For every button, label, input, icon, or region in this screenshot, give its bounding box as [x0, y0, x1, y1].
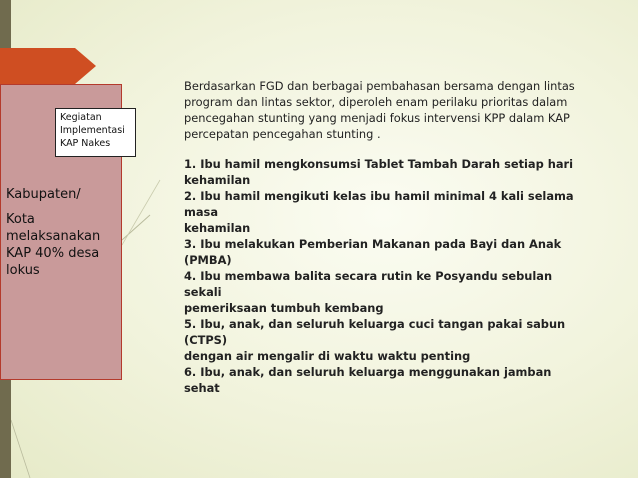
- behavior-list: [184, 156, 588, 396]
- list-line: 2. Ibu hamil mengikuti kelas ibu hamil minimal 4 kali selama masa: [184, 189, 574, 219]
- intro-line: Berdasarkan FGD dan berbagai pembahasan bersama dengan lintas: [184, 79, 575, 93]
- kegiatan-line: Implementasi: [60, 125, 125, 136]
- list-line: kehamilan: [184, 221, 251, 235]
- panel-line: Kota: [6, 212, 35, 227]
- kegiatan-line: KAP Nakes: [60, 138, 111, 149]
- main-content: [184, 78, 588, 396]
- list-line: pemeriksaan tumbuh kembang: [184, 301, 384, 315]
- list-line: kehamilan: [184, 173, 251, 187]
- list-line: 5. Ibu, anak, dan seluruh keluarga cuci tangan pakai sabun (CTPS): [184, 317, 566, 347]
- panel-line: melaksanakan: [6, 229, 101, 244]
- panel-line: Kabupaten/: [6, 187, 81, 202]
- intro-line: pencegahan stunting yang menjadi fokus intervensi KPP dalam KAP: [184, 111, 570, 125]
- panel-line: KAP 40% desa: [6, 246, 100, 261]
- panel-text: [6, 186, 118, 279]
- intro-paragraph: [184, 78, 588, 142]
- intro-line: percepatan pencegahan stunting .: [184, 127, 381, 141]
- panel-line: lokus: [6, 263, 40, 278]
- list-line: 4. Ibu membawa balita secara rutin ke Posyandu sebulan sekali: [184, 269, 553, 299]
- intro-line: program dan lintas sektor, diperoleh enam perilaku prioritas dalam: [184, 95, 568, 109]
- list-line: 1. Ibu hamil mengkonsumsi Tablet Tambah Darah setiap hari: [184, 157, 574, 171]
- list-line: 3. Ibu melakukan Pemberian Makanan pada Bayi dan Anak (PMBA): [184, 237, 562, 267]
- list-line: dengan air mengalir di waktu waktu penting: [184, 349, 471, 363]
- list-line: 6. Ibu, anak, dan seluruh keluarga menggunakan jamban sehat: [184, 365, 552, 395]
- kegiatan-label-box: [55, 108, 136, 157]
- kegiatan-line: Kegiatan: [60, 112, 102, 123]
